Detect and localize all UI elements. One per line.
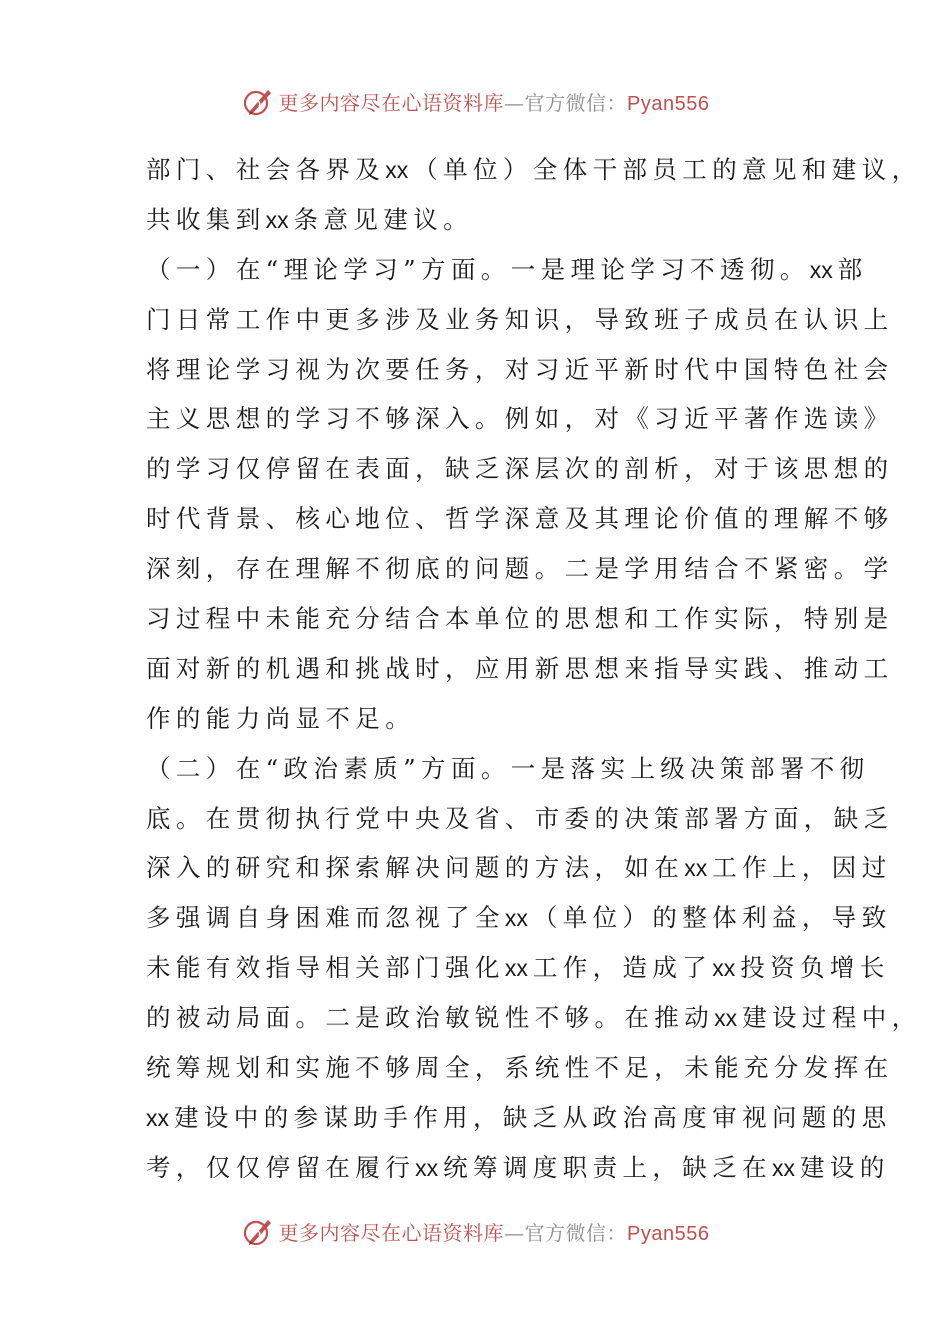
body-line: 的被动局面。二是政治敏锐性不够。在推动xx 建设过程中， [146, 1003, 922, 1033]
footer-wechat-account: Pyan556 [627, 1222, 710, 1245]
body-line: 深入的研究和探索解决问题的方法，如在xx 工作上，因过 [146, 853, 892, 883]
body-line: （一）在“理论学习”方面。一是理论学习不透彻。xx 部 [146, 254, 868, 284]
body-line: 多强调自身困难而忽视了全xx （单位）的整体利益，导致 [146, 903, 892, 933]
body-line: 主义思想的学习不够深入。例如，对《习近平著作选读》 [146, 404, 894, 434]
body-line: 习过程中未能充分结合本单位的思想和工作实际，特别是 [146, 604, 894, 634]
header-site-name: 更多内容尽在心语资料库 [278, 90, 505, 115]
pen-circle-icon [241, 84, 275, 118]
body-line: 未能有效指导相关部门强化xx 工作，造成了xx 投资负增长 [146, 953, 890, 983]
header-watermark-banner [0, 76, 950, 126]
body-line: xx 建设中的参谋助手作用，缺乏从政治高度审视问题的思 [146, 1102, 892, 1132]
body-line: 底。在贯彻执行党中央及省、市委的决策部署方面，缺乏 [146, 803, 894, 833]
footer-wechat-label: 官方微信： [524, 1220, 628, 1245]
footer-dash: — [504, 1220, 525, 1245]
body-line: （二）在“政治素质”方面。一是落实上级决策部署不彻 [146, 753, 870, 783]
header-dash: — [504, 90, 525, 115]
footer-site-name: 更多内容尽在心语资料库 [278, 1220, 505, 1245]
document-body [146, 145, 922, 1193]
body-line: 门日常工作中更多涉及业务知识，导致班子成员在认识上 [146, 304, 894, 334]
body-line: 部门、社会各界及xx （单位）全体干部员工的意见和建议， [146, 155, 922, 184]
body-line: 时代背景、核心地位、哲学深意及其理论价值的理解不够 [146, 504, 894, 534]
body-line: 作的能力尚显不足。 [146, 703, 416, 733]
body-line: 将理论学习视为次要任务，对习近平新时代中国特色社会 [146, 354, 894, 384]
body-line: 深刻，存在理解不彻底的问题。二是学用结合不紧密。学 [146, 554, 894, 584]
body-line: 的学习仅停留在表面，缺乏深层次的剖析，对于该思想的 [146, 454, 894, 484]
body-line: 面对新的机遇和挑战时，应用新思想来指导实践、推动工 [146, 653, 894, 683]
header-wechat-label: 官方微信： [524, 90, 628, 115]
header-wechat-account: Pyan556 [627, 92, 710, 115]
footer-watermark-banner [0, 1206, 950, 1256]
body-line: 共收集到xx 条意见建议。 [146, 204, 474, 234]
pen-circle-icon [241, 1214, 275, 1248]
body-line: 统筹规划和实施不够周全，系统性不足，未能充分发挥在 [146, 1053, 894, 1083]
body-line: 考，仅仅停留在履行xx 统筹调度职责上，缺乏在xx 建设的 [146, 1152, 890, 1182]
